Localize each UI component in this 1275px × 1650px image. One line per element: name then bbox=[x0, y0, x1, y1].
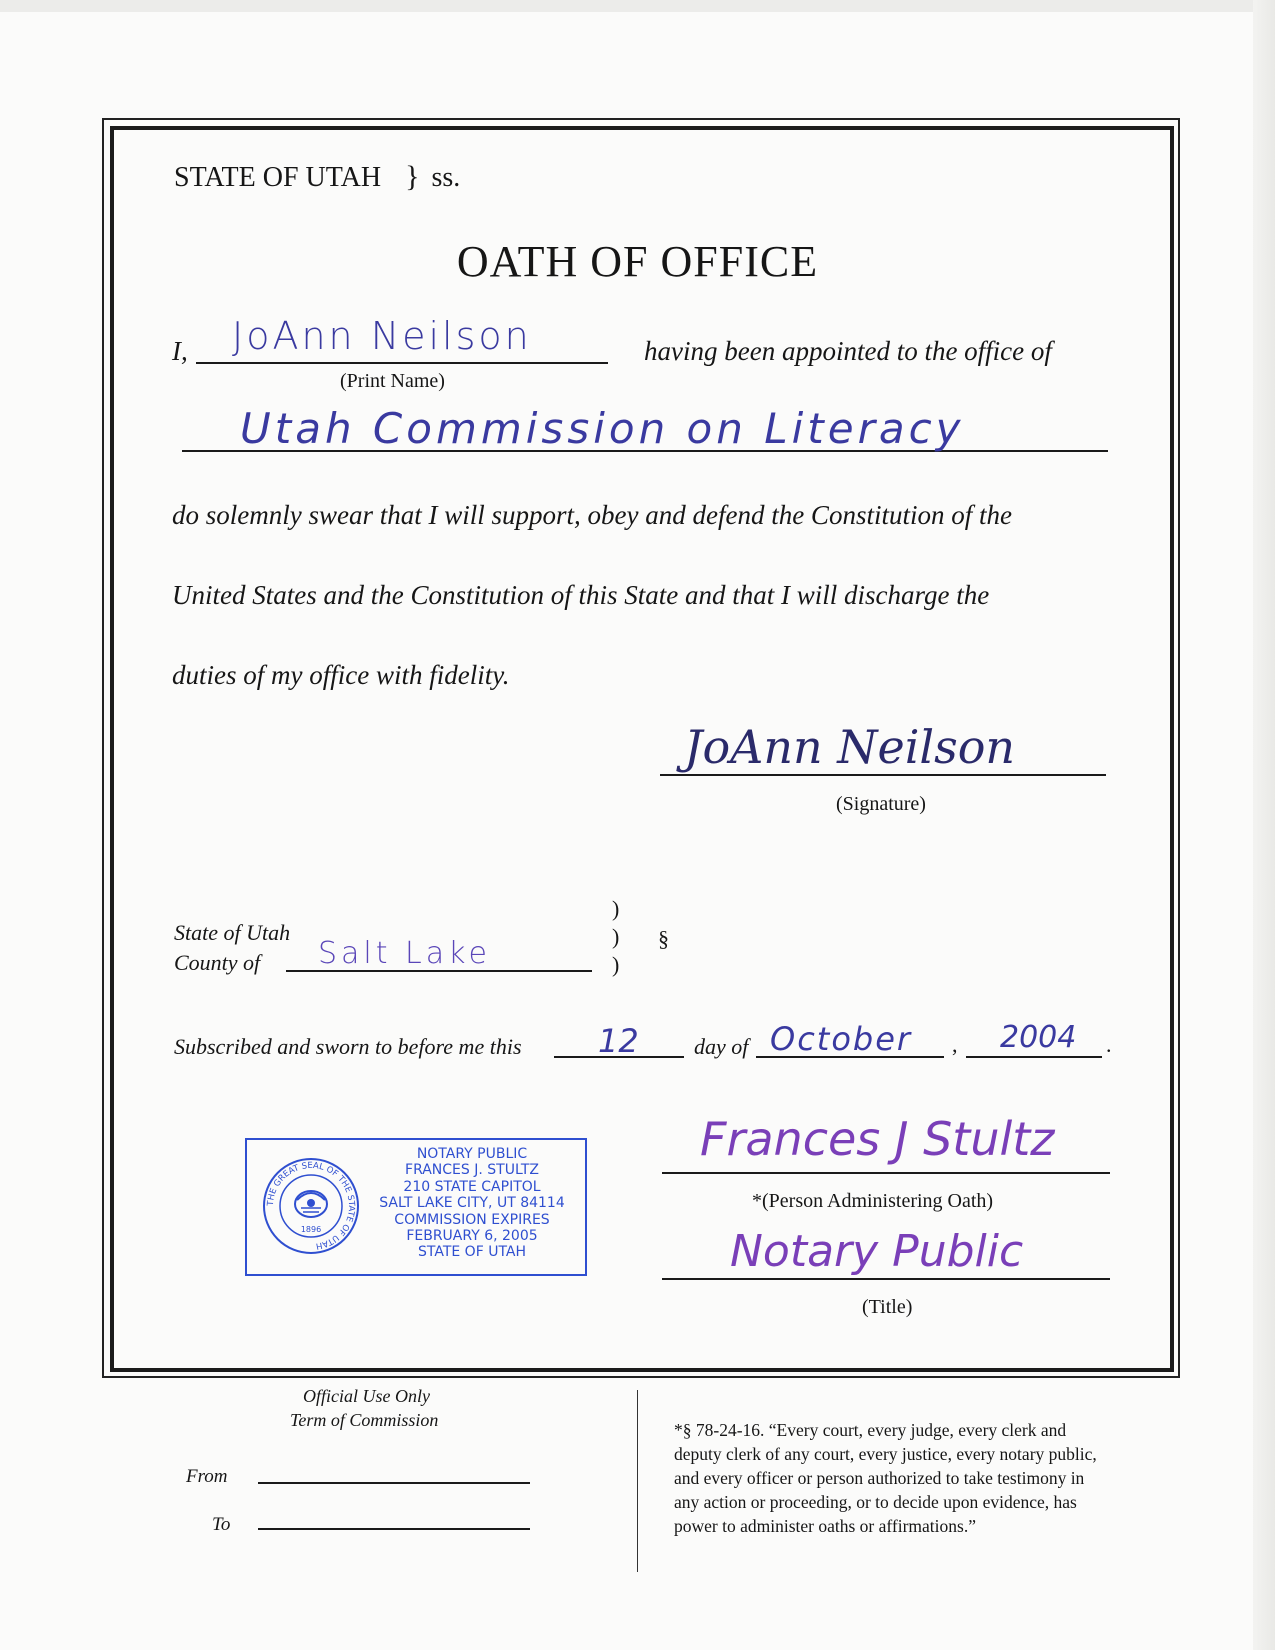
section-symbol: § bbox=[658, 926, 669, 951]
day-field[interactable]: 12 bbox=[598, 1022, 639, 1060]
print-name-line bbox=[196, 362, 608, 364]
footer-divider bbox=[637, 1390, 638, 1572]
day-of-text: day of bbox=[694, 1034, 749, 1059]
footnote-line: any action or proceeding, or to decide upon evidence, has bbox=[674, 1492, 1077, 1512]
office-field[interactable]: Utah Commission on Literacy bbox=[240, 404, 965, 453]
title-label: (Title) bbox=[862, 1296, 913, 1318]
oath-line-1: do solemnly swear that I will support, obey and defend the Constitution of the bbox=[172, 500, 1012, 530]
stamp-line: FEBRUARY 6, 2005 bbox=[406, 1228, 538, 1245]
stamp-line: NOTARY PUBLIC bbox=[416, 1146, 528, 1162]
ss-abbrev: ss. bbox=[431, 162, 461, 193]
title-line bbox=[662, 1278, 1110, 1280]
footnote-line: *§ 78-24-16. “Every court, every judge, every clerk and bbox=[674, 1420, 1067, 1440]
year-line bbox=[966, 1056, 1102, 1058]
official-use-heading: Official Use Only bbox=[303, 1386, 430, 1406]
signature-field[interactable]: JoAnn Neilson bbox=[684, 720, 1016, 774]
oath-prefix: I, bbox=[172, 336, 188, 366]
date-comma: , bbox=[952, 1032, 958, 1057]
venue-paren-2: ) bbox=[612, 924, 620, 949]
county-field[interactable]: Salt Lake bbox=[318, 936, 491, 971]
footnote-line: power to administer oaths or affirmations.” bbox=[674, 1516, 976, 1536]
stamp-text bbox=[361, 1146, 583, 1261]
state-seal-icon bbox=[261, 1156, 361, 1256]
oath-line-3: duties of my office with fidelity. bbox=[172, 660, 510, 690]
oath-line-2: United States and the Constitution of this State and that I will discharge the bbox=[172, 580, 990, 610]
scan-top-edge bbox=[0, 0, 1275, 12]
stamp-line: COMMISSION EXPIRES bbox=[394, 1211, 550, 1228]
page-title: OATH OF OFFICE bbox=[456, 237, 819, 286]
stamp-line: STATE OF UTAH bbox=[417, 1244, 527, 1261]
signature-line bbox=[660, 774, 1106, 776]
print-name-label: (Print Name) bbox=[340, 370, 445, 392]
brace: } bbox=[405, 160, 420, 193]
administrator-label: *(Person Administering Oath) bbox=[752, 1190, 994, 1212]
notary-stamp bbox=[245, 1138, 587, 1276]
administrator-line bbox=[662, 1172, 1110, 1174]
seal-year: 1896 bbox=[300, 1225, 322, 1234]
venue-paren-1: ) bbox=[612, 896, 620, 921]
to-line[interactable] bbox=[258, 1528, 530, 1530]
month-field[interactable]: October bbox=[770, 1020, 913, 1058]
stamp-line: FRANCES J. STULTZ bbox=[405, 1162, 539, 1179]
footnote-line: deputy clerk of any court, every justice, every notary public, bbox=[674, 1444, 1097, 1464]
to-label: To bbox=[212, 1514, 231, 1535]
print-name-field[interactable]: JoAnn Neilson bbox=[232, 314, 532, 358]
date-period: . bbox=[1106, 1032, 1112, 1057]
sworn-text: Subscribed and sworn to before me this bbox=[174, 1034, 522, 1059]
venue-state: State of Utah bbox=[174, 920, 291, 945]
state-heading bbox=[174, 160, 460, 194]
signature-label: (Signature) bbox=[836, 793, 926, 815]
from-label: From bbox=[186, 1466, 228, 1487]
term-heading: Term of Commission bbox=[290, 1410, 439, 1430]
year-field[interactable]: 2004 bbox=[1000, 1020, 1077, 1055]
from-line[interactable] bbox=[258, 1482, 530, 1484]
appointed-text: having been appointed to the office of bbox=[644, 336, 1052, 366]
venue-paren-3: ) bbox=[612, 952, 620, 977]
stamp-line: 210 STATE CAPITOL bbox=[403, 1178, 541, 1195]
footnote-line: and every officer or person authorized to take testimony in bbox=[674, 1468, 1085, 1488]
title-field[interactable]: Notary Public bbox=[730, 1226, 1024, 1277]
seal-text: THE GREAT SEAL OF THE STATE OF UTAH bbox=[265, 1160, 357, 1251]
state-name: STATE OF UTAH bbox=[174, 162, 382, 193]
stamp-line: SALT LAKE CITY, UT 84114 bbox=[379, 1195, 565, 1212]
administrator-signature[interactable]: Frances J Stultz bbox=[700, 1112, 1055, 1166]
venue-county-label: County of bbox=[174, 950, 261, 975]
statute-footnote bbox=[674, 1418, 1194, 1538]
